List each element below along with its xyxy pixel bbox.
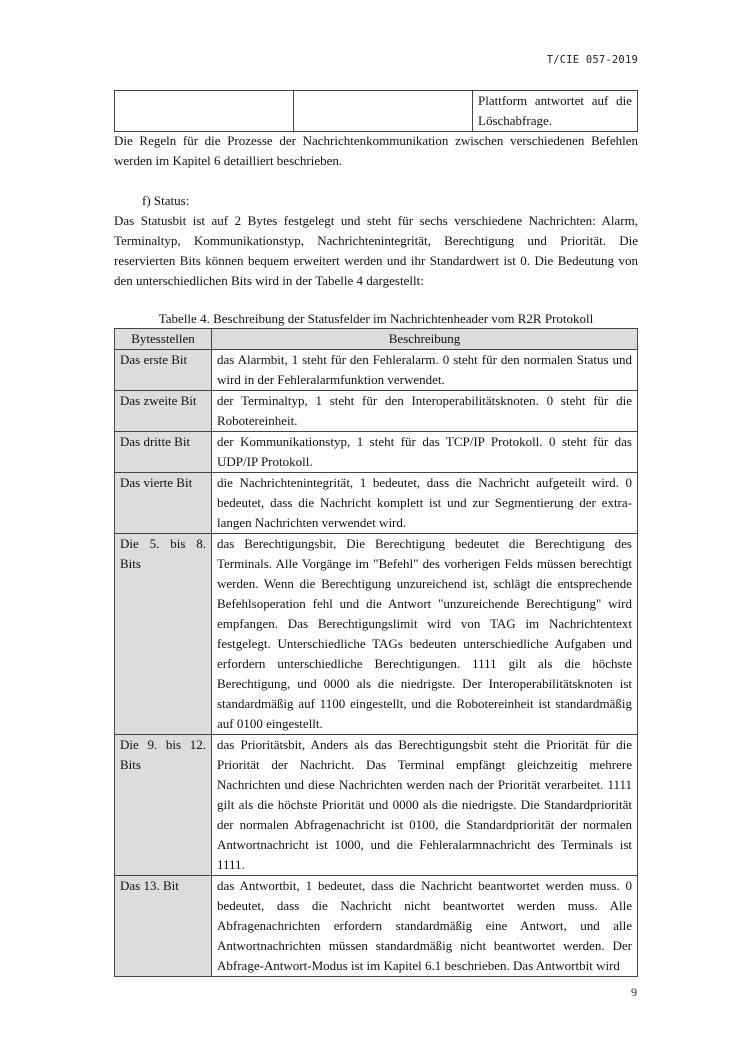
table-row (115, 91, 638, 132)
column-header-description: Beschreibung (212, 329, 638, 350)
table-cell (115, 91, 294, 132)
table-row (115, 473, 638, 534)
column-header-bytes: Bytesstellen (115, 329, 212, 350)
description-cell: der Kommunikationstyp, 1 steht für das TCP/IP Protokoll. 0 steht für das UDP/IP Protokoll. (212, 432, 638, 473)
table-row (115, 350, 638, 391)
description-cell: die Nachrichtenintegrität, 1 bedeutet, dass die Nachricht aufgeteilt wird. 0 bedeutet, dass die Nachricht komplett ist und zur Segmentierung der extra-langen Nachrichten verwendet wird. (212, 473, 638, 534)
section-heading-status: f) Status: (142, 193, 190, 208)
table-row (115, 876, 638, 977)
continued-table (114, 90, 638, 132)
paragraph-rules: Die Regeln für die Prozesse der Nachrichtenkommunikation zwischen verschiedenen Befehlen werden im Kapitel 6 detailliert beschrieben. (114, 133, 638, 168)
bytes-cell: Das vierte Bit (115, 473, 212, 534)
table-row (115, 735, 638, 876)
bytes-cell: Das zweite Bit (115, 391, 212, 432)
document-code: T/CIE 057-2019 (546, 54, 638, 66)
status-fields-table (114, 328, 638, 977)
bytes-cell: Das dritte Bit (115, 432, 212, 473)
description-cell: das Antwortbit, 1 bedeutet, dass die Nachricht beantwortet werden muss. 0 bedeutet, dass die Nachricht nicht beantwortet werden muss. Alle Abfragenachrichten erfordern standardmäßig eine Antwort, und alle Antwortnachrichten müssen standardmäßig nicht beantwortet werden. Der Abfrage-Antwort-Modus ist im Kapitel 6.1 beschrieben. Das Antwortbit wird (212, 876, 638, 977)
table-header-row (115, 329, 638, 350)
table-row (115, 432, 638, 473)
table-caption: Tabelle 4. Beschreibung der Statusfelder im Nachrichtenheader vom R2R Protokoll (158, 311, 594, 326)
bytes-cell: Das erste Bit (115, 350, 212, 391)
table-row (115, 534, 638, 735)
bytes-cell: Die 9. bis 12. Bits (115, 735, 212, 876)
description-cell: das Alarmbit, 1 steht für den Fehleralarm. 0 steht für den normalen Status und wird in der Fehleralarmfunktion verwendet. (212, 350, 638, 391)
bytes-cell: Die 5. bis 8. Bits (115, 534, 212, 735)
table-row (115, 391, 638, 432)
table-cell (294, 91, 473, 132)
table-cell: Plattform antwortet auf die Löschabfrage. (473, 91, 638, 132)
description-cell: der Terminaltyp, 1 steht für den Interoperabilitätsknoten. 0 steht für die Robotereinheit. (212, 391, 638, 432)
description-cell: das Prioritätsbit, Anders als das Berechtigungsbit steht die Priorität für die Priorität der Nachricht. Das Terminal empfängt gleichzeitig mehrere Nachrichten und diese Nachrichten werden nach der Priorität verarbeitet. 1111 gilt als die höchste Priorität und 0000 als die niedrigste. Die Standardpriorität der normalen Abfragenachricht ist 0100, die Standardpriorität der normalen Antwortnachricht ist 1000, und die Fehleralarmnachricht des Terminals ist 1111. (212, 735, 638, 876)
description-cell: das Berechtigungsbit, Die Berechtigung bedeutet die Berechtigung des Terminals. Alle Vorgänge im "Befehl" des vorherigen Felds müssen berechtigt werden. Wenn die Berechtigung unzureichend ist, schlägt die entsprechende Befehlsoperation fehl und die Antwort "unzureichende Berechtigung" wird empfangen. Das Berechtigungslimit wird von TAG im Nachrichtentext festgelegt. Unterschiedliche TAGs bedeuten unterschiedliche Aufgaben und erfordern unterschiedliche Berechtigungen. 1111 gilt als die höchste Berechtigung, und 0000 als die niedrigste. Der Interoperabilitätsknoten ist standardmäßig auf 1100 eingestellt, und die Robotereinheit ist standardmäßig auf 0100 eingestellt. (212, 534, 638, 735)
bytes-cell: Das 13. Bit (115, 876, 212, 977)
paragraph-status: Das Statusbit ist auf 2 Bytes festgelegt und steht für sechs verschiedene Nachrichten: Alarm, Terminaltyp, Kommunikationstyp, Nachrichtenintegrität, Berechtigung und Priorität. Die reservierten Bits können bequem erweitert werden und ihr Standardwert ist 0. Die Bedeutung von den unterschiedlichen Bits wird in der Tabelle 4 dargestellt: (114, 213, 638, 288)
page-number: 9 (631, 985, 637, 999)
